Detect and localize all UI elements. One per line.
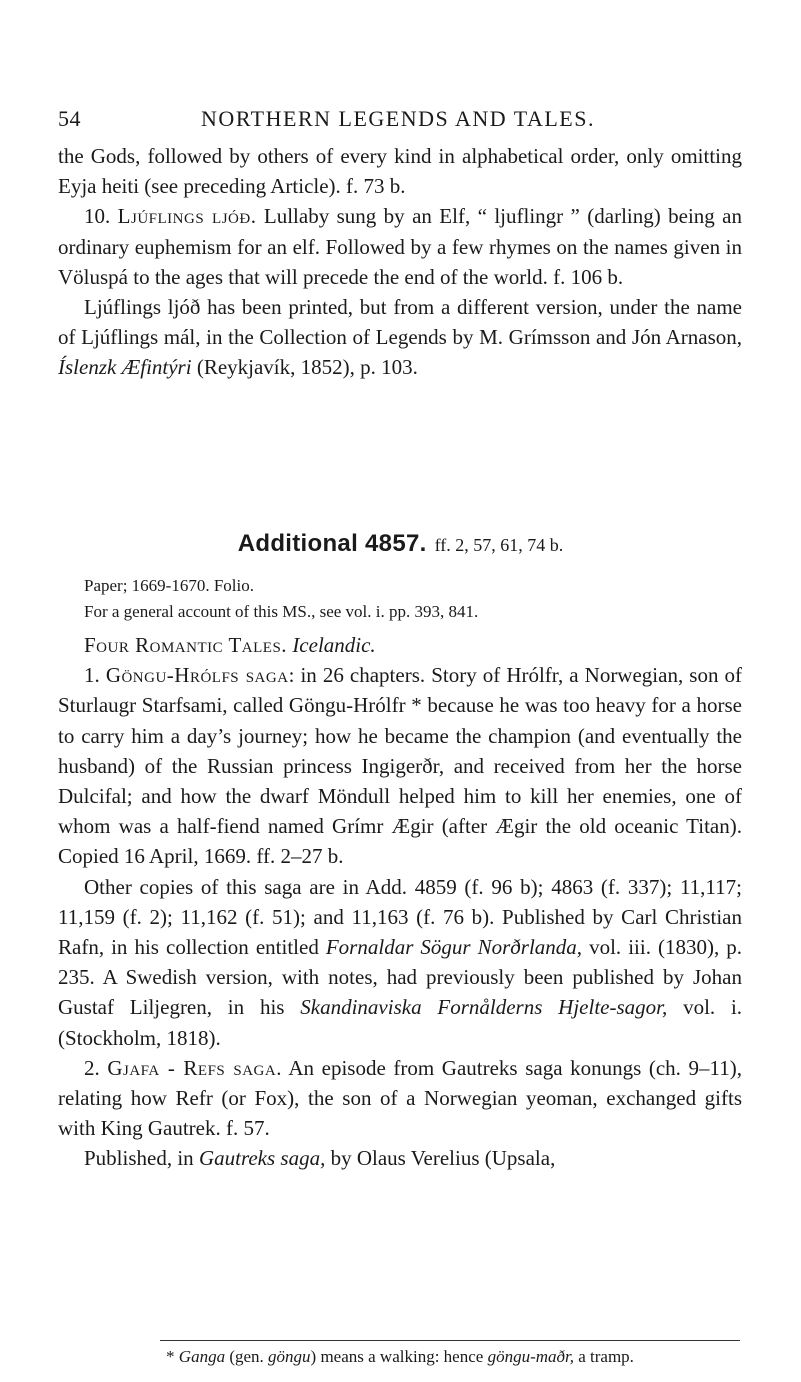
manuscript-material: Paper; 1669-1670. Folio. <box>84 576 254 595</box>
item-2-note: Published, in Gautreks saga, by Olaus Verelius (Upsala, <box>84 1146 556 1171</box>
item-2: 2. Gjafa - Refs saga. An episode from Gautreks saga konungs (ch. 9–11), relating how Refr (or Fox), the son of a Norwegian yeoman, exchanged gifts with King Gautrek. f. 57. <box>58 1055 742 1141</box>
manuscript-description <box>58 573 742 625</box>
manuscript-title: Additional 4857. <box>237 530 427 557</box>
section-heading: Four Romantic Tales. Icelandic. <box>84 633 376 657</box>
manuscript-reference: For a general account of this MS., see vol. i. pp. 393, 841. <box>84 602 479 621</box>
item-heading: Gjafa - Refs saga. <box>107 1055 282 1080</box>
item-1-note: Other copies of this saga are in Add. 4859 (f. 96 b); 4863 (f. 337); 11,117; 11,159 (f. 2); 11,162 (f. 51); and 11,163 (f. 76 b). Published by Carl Christian Rafn, in his collection entitled Fornaldar Sögur Norðrlanda, vol. iii. (1830), p. 235. A Swedish version, with notes, had previously been published by Johan Gustaf Liljegren, in his Skandinaviska Fornålderns Hjelte-sagor, vol. i. (Stockholm, 1818). <box>58 874 743 1050</box>
page-number: 54 <box>58 106 81 131</box>
item-1: 1. Göngu-Hrólfs saga: in 26 chapters. Story of Hrólfr, a Norwegian, son of Sturlaugr Starfsami, called Göngu-Hrólfr * because he was too heavy for a horse to carry him a day’s journey; how he became the champion (and eventually the husband) of the Russian princess Ingigerðr, and received from her the horse Dulcifal; and how the dwarf Möndull helped him to kill her enemies, one of whom was a half-fiend named Grímr Ægir (after Ægir the old oceanic Titan). Copied 16 April, 1669. ff. 2–27 b. <box>58 663 742 869</box>
running-title: NORTHERN LEGENDS AND TALES. <box>201 106 595 131</box>
item-heading: Göngu-Hrólfs saga <box>105 663 289 688</box>
manuscript-folios: ff. 2, 57, 61, 74 b. <box>434 535 564 555</box>
footnote: * Ganga (gen. göngu) means a walking: hence göngu-maðr, a tramp. <box>166 1347 634 1366</box>
paragraph-continuation: the Gods, followed by others of every kind in alphabetical order, only omitting Eyja heiti (see preceding Article). f. 73 b. <box>58 144 742 199</box>
footnote-rule <box>160 1340 740 1341</box>
top-text-block <box>58 141 742 383</box>
entry-heading: Ljúflings ljóð. <box>117 204 257 229</box>
entry-10-note: Ljúflings ljóð has been printed, but from a different version, under the name of Ljúflings mál, in the Collection of Legends by M. Grímsson and Jón Arnason, Íslenzk Æfintýri (Reykjavík, 1852), p. 103. <box>58 295 742 380</box>
main-text-block <box>58 630 742 1174</box>
manuscript-heading <box>0 530 801 558</box>
entry-10: 10. Ljúflings ljóð. Lullaby sung by an Elf, “ ljuflingr ” (darling) being an ordinary euphemism for an elf. Followed by a few rhymes on the names given in Völuspá to the ages that will precede the end of the world. f. 106 b. <box>58 204 743 289</box>
